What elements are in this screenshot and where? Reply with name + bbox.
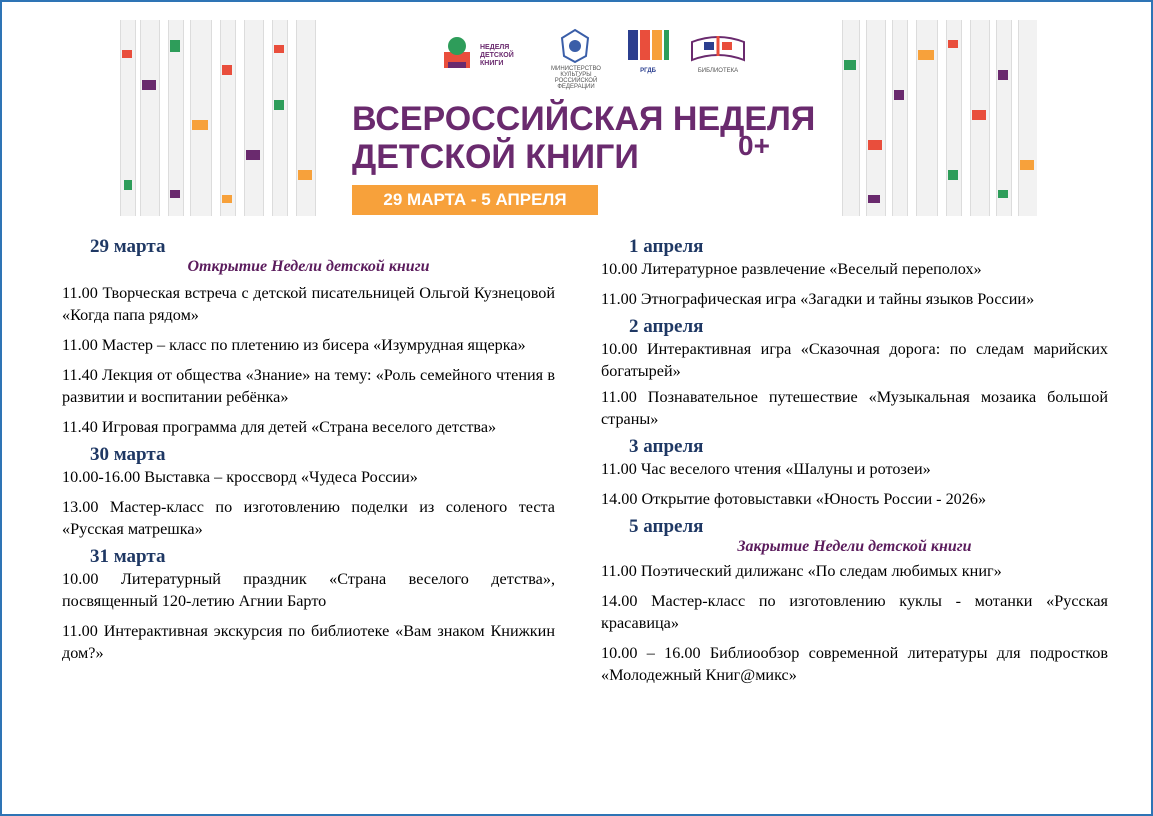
rgdb-logo-text: РГДБ [640,68,656,74]
event-item: 10.00-16.00 Выставка – кроссворд «Чудеса России» [62,468,418,486]
banner-title-line1: ВСЕРОССИЙСКАЯ НЕДЕЛЯ [352,100,816,138]
partner-logos [440,26,750,90]
event-item: 10.00 Литературный праздник «Страна веселого детства», посвященный 120-летию Агнии Барто [62,570,555,610]
library-logo-text: БИБЛИОТЕКА [697,68,739,74]
day-heading: 31 марта [90,546,166,567]
day-heading: 30 марта [90,444,166,465]
banner-title-line2: ДЕТСКОЙ КНИГИ [352,138,639,176]
schedule-right-column [601,236,1108,694]
event-item: 13.00 Мастер-класс по изготовлению поделки из соленого теста «Русская матрешка» [62,498,555,538]
closing-subtitle: Закрытие Недели детской книги [737,538,972,555]
day-heading: 3 апреля [629,436,704,457]
event-item: 11.00 Этнографическая игра «Загадки и тайны языков России» [601,290,1035,308]
event-item: 11.00 Интерактивная экскурсия по библиотеке «Вам знаком Книжкин дом?» [62,622,555,662]
day-heading: 5 апреля [629,516,704,537]
age-rating: 0+ [738,130,770,161]
schedule-left-column [62,236,555,672]
event-item: 10.00 Интерактивная игра «Сказочная дорога: по следам марийских богатырей» [601,340,1108,380]
week-logo-text: НЕДЕЛЯ ДЕТСКОЙ КНИГИ [480,44,514,67]
day-heading: 1 апреля [629,236,704,257]
event-item: 11.40 Игровая программа для детей «Страна веселого детства» [62,418,497,436]
day-heading: 2 апреля [629,316,704,337]
banner-dates: 29 МАРТА - 5 АПРЕЛЯ [352,185,598,215]
event-item: 14.00 Мастер-класс по изготовлению куклы - мотанки «Русская красавица» [601,592,1108,632]
rgdb-logo [626,26,670,82]
event-item: 11.00 Мастер – класс по плетению из бисера «Изумрудная ящерка» [62,336,526,354]
event-item: 11.00 Поэтический дилижанс «По следам любимых книг» [601,562,1002,580]
library-logo [686,26,750,82]
event-item: 11.00 Час веселого чтения «Шалуны и ротозеи» [601,460,931,478]
event-item: 11.40 Лекция от общества «Знание» на тему: «Роль семейного чтения в развитии и воспитании ребёнка» [62,366,555,406]
ministry-logo-text: МИНИСТЕРСТВО КУЛЬТУРЫ РОССИЙСКОЙ ФЕДЕРАЦИИ [551,66,601,90]
opening-subtitle: Открытие Недели детской книги [187,258,430,275]
event-item: 10.00 Литературное развлечение «Веселый переполох» [601,260,982,278]
event-item: 14.00 Открытие фотовыставки «Юность России - 2026» [601,490,987,508]
day-heading: 29 марта [90,236,166,257]
event-item: 10.00 – 16.00 Библиообзор современной литературы для подростков «Молодежный Книг@микс» [601,644,1108,684]
event-item: 11.00 Творческая встреча с детской писательницей Ольгой Кузнецовой «Когда папа рядом» [62,284,555,324]
week-logo [440,26,540,82]
ministry-logo [546,26,606,90]
event-banner [120,20,1037,216]
event-item: 11.00 Познавательное путешествие «Музыкальная мозаика большой страны» [601,388,1108,428]
